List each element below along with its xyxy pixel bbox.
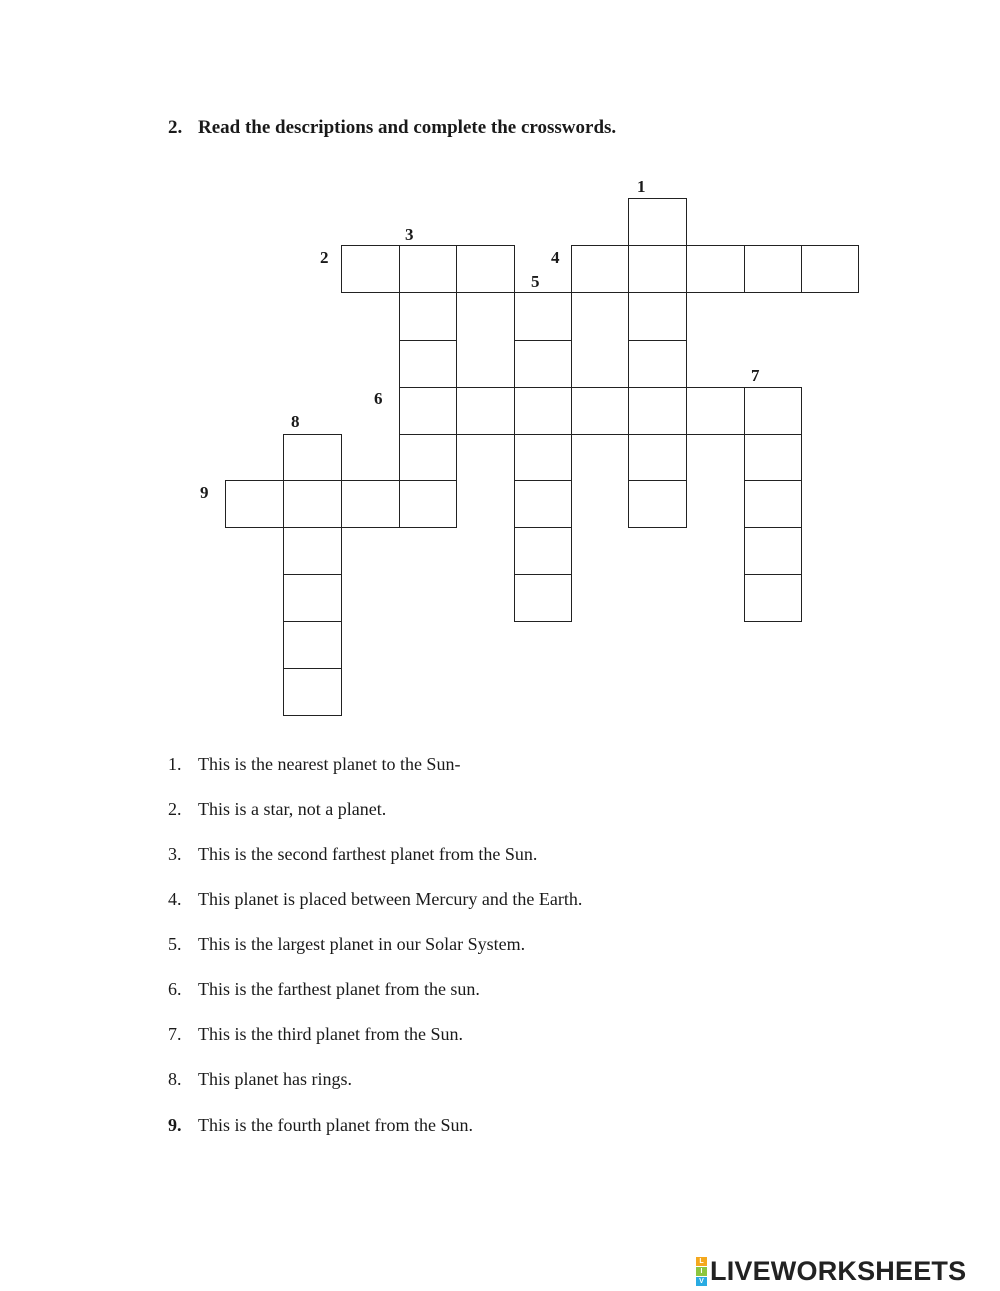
clue-text: This is the fourth planet from the Sun. (198, 1115, 473, 1135)
crossword-cell-input[interactable] (745, 481, 801, 527)
crossword-cell-input[interactable] (687, 246, 744, 292)
crossword-cell[interactable] (744, 527, 802, 575)
clue-number: 1. (168, 754, 182, 774)
crossword-cell[interactable] (628, 387, 687, 435)
crossword-cell-input[interactable] (342, 481, 399, 527)
crossword-cell-input[interactable] (342, 246, 399, 292)
clue-4 (168, 890, 582, 908)
crossword-cell[interactable] (399, 480, 457, 528)
crossword-cell[interactable] (225, 480, 284, 528)
crossword-cell-input[interactable] (400, 481, 456, 527)
clue-text: This planet is placed between Mercury and the Earth. (198, 889, 583, 909)
clue-number: 5. (168, 934, 182, 954)
clue-text: This is the second farthest planet from the Sun. (198, 844, 538, 864)
live-mark-icon (696, 1257, 707, 1286)
crossword-cell-input[interactable] (457, 246, 514, 292)
clue-8 (168, 1070, 352, 1088)
clue-text: This is the farthest planet from the sun. (198, 979, 480, 999)
crossword-cell-input[interactable] (629, 293, 686, 340)
crossword-cell[interactable] (283, 621, 342, 669)
crossword-cell[interactable] (399, 292, 457, 341)
clue-number: 8. (168, 1069, 182, 1089)
crossword-cell-input[interactable] (629, 481, 686, 527)
crossword-cell[interactable] (744, 387, 802, 435)
crossword-cell-input[interactable] (284, 575, 341, 621)
instruction-text: Read the descriptions and complete the crosswords. (198, 117, 617, 138)
crossword-cell[interactable] (456, 245, 515, 293)
clue-text: This is the nearest planet to the Sun- (198, 754, 461, 774)
clue-text: This is the largest planet in our Solar System. (198, 934, 526, 954)
crossword-cell[interactable] (744, 574, 802, 622)
crossword-cell[interactable] (341, 480, 400, 528)
crossword-cell[interactable] (514, 292, 572, 341)
clue-text: This is a star, not a planet. (198, 799, 387, 819)
crossword-cell-input[interactable] (400, 341, 456, 387)
crossword-cell-input[interactable] (687, 388, 744, 434)
crossword-cell-input[interactable] (629, 388, 686, 434)
clue-number: 7. (168, 1024, 182, 1044)
crossword-cell[interactable] (399, 434, 457, 481)
clue-text: This is the third planet from the Sun. (198, 1024, 463, 1044)
clue-number: 4. (168, 889, 182, 909)
crossword-cell[interactable] (341, 245, 400, 293)
crossword-cell[interactable] (283, 574, 342, 622)
crossword-cell-input[interactable] (745, 575, 801, 621)
crossword-cell[interactable] (283, 527, 342, 575)
logo-mark-letter: L (696, 1257, 707, 1266)
clue-number: 9. (168, 1115, 182, 1135)
crossword-cell-input[interactable] (629, 435, 686, 480)
crossword-cell[interactable] (628, 434, 687, 481)
crossword-cell[interactable] (571, 245, 629, 293)
crossword-cell-input[interactable] (400, 435, 456, 480)
clue-text: This planet has rings. (198, 1069, 352, 1089)
clue-2 (168, 800, 386, 818)
crossword-cell-input[interactable] (515, 528, 571, 574)
crossword-cell-input[interactable] (284, 528, 341, 574)
grid-number-8: 8 (291, 412, 300, 431)
crossword-cell-input[interactable] (745, 435, 801, 480)
crossword-cell-input[interactable] (572, 388, 628, 434)
crossword-cell-input[interactable] (284, 669, 341, 715)
crossword-cell-input[interactable] (284, 435, 341, 480)
crossword-cell[interactable] (628, 198, 687, 246)
crossword-cell-input[interactable] (745, 388, 801, 434)
crossword-cell[interactable] (686, 387, 745, 435)
crossword-cell-input[interactable] (745, 246, 801, 292)
grid-number-5: 5 (531, 272, 540, 291)
crossword-cell[interactable] (283, 434, 342, 481)
crossword-cell-input[interactable] (284, 622, 341, 668)
grid-number-9: 9 (200, 483, 209, 502)
logo-mark-letter: I (696, 1267, 707, 1276)
clue-5 (168, 935, 525, 953)
crossword-cell[interactable] (514, 527, 572, 575)
crossword-cell[interactable] (744, 434, 802, 481)
clue-3 (168, 845, 537, 863)
instruction-number: 2. (168, 117, 183, 138)
crossword-cell[interactable] (744, 480, 802, 528)
grid-number-4: 4 (551, 248, 560, 267)
grid-number-2: 2 (320, 248, 329, 267)
crossword-cell-input[interactable] (629, 199, 686, 245)
clue-6 (168, 980, 480, 998)
crossword-cell-input[interactable] (515, 293, 571, 340)
crossword-cell[interactable] (514, 480, 572, 528)
clue-9 (168, 1116, 473, 1134)
crossword-cell-input[interactable] (629, 246, 686, 292)
crossword-cell[interactable] (283, 480, 342, 528)
crossword-cell[interactable] (514, 574, 572, 622)
crossword-cell-input[interactable] (457, 388, 514, 434)
crossword-cell-input[interactable] (515, 341, 571, 387)
crossword-cell[interactable] (514, 340, 572, 388)
crossword-cell[interactable] (744, 245, 802, 293)
crossword-cell[interactable] (628, 340, 687, 388)
crossword-cell-input[interactable] (400, 246, 456, 292)
crossword-cell[interactable] (514, 434, 572, 481)
grid-number-7: 7 (751, 366, 760, 385)
crossword-cell-input[interactable] (400, 388, 456, 434)
crossword-cell-input[interactable] (400, 293, 456, 340)
clue-1 (168, 755, 460, 773)
grid-number-1: 1 (637, 177, 646, 196)
crossword-cell-input[interactable] (515, 388, 571, 434)
crossword-cell[interactable] (628, 292, 687, 341)
crossword-cell[interactable] (801, 245, 859, 293)
crossword-cell-input[interactable] (515, 435, 571, 480)
crossword-cell[interactable] (399, 245, 457, 293)
clue-number: 6. (168, 979, 182, 999)
grid-number-3: 3 (405, 225, 414, 244)
crossword-cell[interactable] (399, 340, 457, 388)
logo-mark-letter: V (696, 1277, 707, 1286)
crossword-cell[interactable] (686, 245, 745, 293)
crossword-cell[interactable] (628, 245, 687, 293)
crossword-cell-input[interactable] (226, 481, 283, 527)
crossword-cell-input[interactable] (629, 341, 686, 387)
crossword-cell-input[interactable] (515, 481, 571, 527)
crossword-cell[interactable] (628, 480, 687, 528)
clue-number: 2. (168, 799, 182, 819)
crossword-cell[interactable] (399, 387, 457, 435)
crossword-cell-input[interactable] (515, 575, 571, 621)
clue-number: 3. (168, 844, 182, 864)
liveworksheets-logo (696, 1256, 966, 1286)
crossword-cell[interactable] (456, 387, 515, 435)
crossword-cell[interactable] (514, 387, 572, 435)
clue-7 (168, 1025, 463, 1043)
crossword-cell-input[interactable] (745, 528, 801, 574)
logo-text: LIVEWORKSHEETS (710, 1255, 967, 1286)
crossword-cell-input[interactable] (572, 246, 628, 292)
crossword-cell[interactable] (283, 668, 342, 716)
crossword-cell[interactable] (571, 387, 629, 435)
grid-number-6: 6 (374, 389, 383, 408)
crossword-cell-input[interactable] (284, 481, 341, 527)
crossword-cell-input[interactable] (802, 246, 858, 292)
